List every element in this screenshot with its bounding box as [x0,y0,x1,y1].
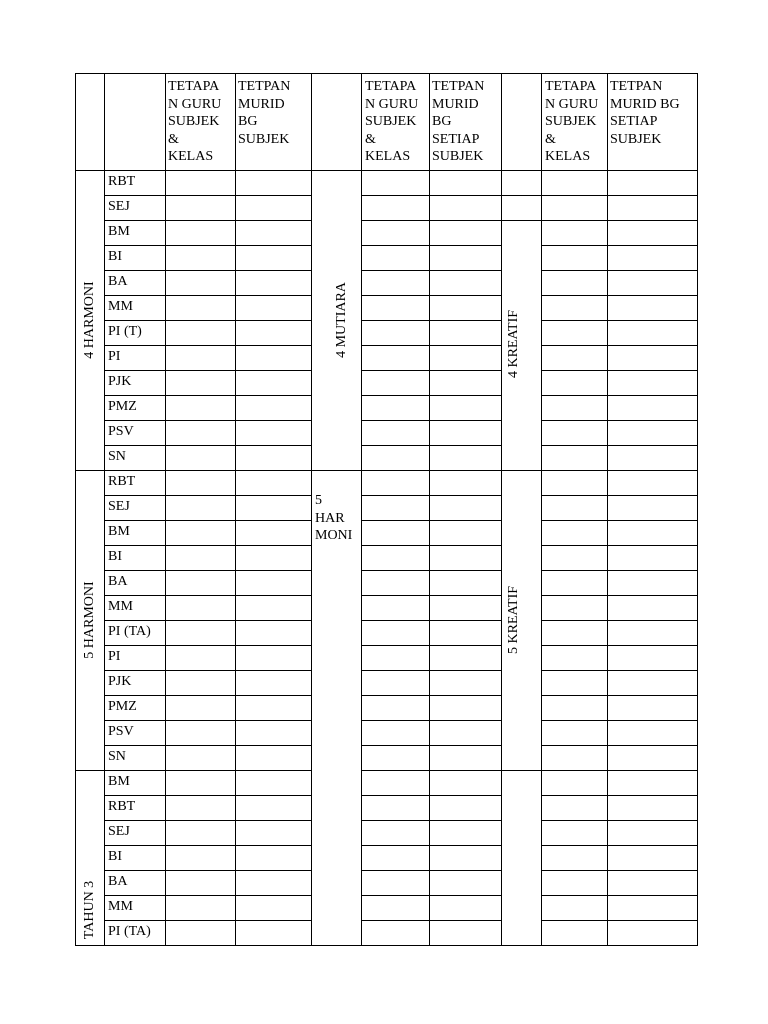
grid-hline [361,820,502,821]
grid-hline [541,345,698,346]
grid-hline [361,870,502,871]
grid-vline [429,73,430,946]
grid-hline [541,395,698,396]
header-bottom-border [75,170,698,171]
grid-hline [361,770,502,771]
grid-hline [541,370,698,371]
subject-label: PI [108,349,121,364]
grid-hline [541,545,698,546]
merged-divider [501,470,542,471]
grid-hline [104,745,312,746]
grid-hline [104,270,312,271]
grid-hline [104,495,312,496]
subject-label: RBT [108,474,136,489]
grid-hline [541,495,698,496]
class-label-5-harmoni: 5 HARMONI [82,581,97,659]
grid-hline [541,520,698,521]
class-label-5-kreatif: 5 KREATIF [506,585,521,655]
grid-hline [541,245,698,246]
grid-hline [104,420,312,421]
grid-vline [75,73,76,946]
group-divider [75,770,105,771]
subject-label: SEJ [108,199,130,214]
subject-label: PJK [108,374,132,389]
grid-hline [541,195,698,196]
grid-hline [104,770,312,771]
grid-hline [104,520,312,521]
class-label-5-harmoni-mid: 5 HAR MONI [315,493,353,543]
subject-label: PMZ [108,699,137,714]
grid-hline [104,795,312,796]
grid-hline [541,570,698,571]
header-murid-subjek-3: TETPAN MURID BG SETIAP SUBJEK [610,79,680,147]
grid-hline [541,620,698,621]
subject-label: PJK [108,674,132,689]
grid-hline [361,445,502,446]
grid-hline [541,920,698,921]
grid-hline [361,270,502,271]
subject-label: PI (TA) [108,924,151,939]
grid-vline [541,73,542,946]
grid-hline [104,670,312,671]
grid-hline [541,870,698,871]
grid-hline [104,220,312,221]
grid-hline [361,695,502,696]
grid-hline [104,295,312,296]
subject-label: PMZ [108,399,137,414]
table-top-border [75,73,698,74]
grid-hline [361,645,502,646]
subject-label: BI [108,849,122,864]
header-murid-subjek-2: TETPAN MURID BG SETIAP SUBJEK [432,79,485,164]
grid-vline [165,73,166,946]
class-label-4-mutiara: 4 MUTIARA [334,282,349,358]
grid-vline [697,73,698,946]
header-murid-subjek-1: TETPAN MURID BG SUBJEK [238,79,291,147]
grid-hline [361,295,502,296]
grid-hline [541,320,698,321]
subject-label: BM [108,224,130,239]
table-bottom-border [75,945,698,946]
grid-hline [541,695,698,696]
grid-vline [311,73,312,946]
grid-hline [104,895,312,896]
grid-hline [361,420,502,421]
grid-hline [541,770,698,771]
grid-hline [104,620,312,621]
subject-label: PI (TA) [108,624,151,639]
grid-vline [501,73,502,946]
grid-hline [541,895,698,896]
grid-hline [541,820,698,821]
subject-label: RBT [108,174,136,189]
subject-label: RBT [108,799,136,814]
grid-hline [361,195,502,196]
class-label-4-kreatif: 4 KREATIF [506,309,521,379]
grid-hline [361,620,502,621]
grid-vline [235,73,236,946]
subject-label: BA [108,874,128,889]
subject-label: PI [108,649,121,664]
grid-hline [104,245,312,246]
grid-hline [361,320,502,321]
grid-hline [541,845,698,846]
subject-label: SN [108,749,126,764]
subject-label: SEJ [108,824,130,839]
grid-hline [104,645,312,646]
grid-hline [104,570,312,571]
grid-hline [361,545,502,546]
grid-hline [361,495,502,496]
header-guru-kelas-3: TETAPA N GURU SUBJEK & KELAS [545,79,599,164]
grid-hline [361,895,502,896]
grid-hline [541,295,698,296]
grid-hline [541,795,698,796]
grid-hline [361,745,502,746]
grid-hline [361,845,502,846]
subject-label: BI [108,249,122,264]
grid-hline [541,745,698,746]
grid-hline [104,445,312,446]
grid-hline [541,445,698,446]
grid-hline [541,595,698,596]
subject-label: PSV [108,424,134,439]
merged-divider [501,195,542,196]
subject-label: PI (T) [108,324,142,339]
grid-hline [361,370,502,371]
grid-hline [104,695,312,696]
subject-label: MM [108,899,133,914]
grid-hline [104,395,312,396]
grid-hline [361,395,502,396]
grid-hline [361,520,502,521]
merged-divider [311,470,362,471]
grid-hline [541,420,698,421]
grid-hline [104,320,312,321]
grid-hline [361,720,502,721]
grid-hline [104,195,312,196]
grid-vline [361,73,362,946]
grid-hline [104,370,312,371]
grid-hline [361,595,502,596]
grid-hline [361,920,502,921]
header-guru-kelas-2: TETAPA N GURU SUBJEK & KELAS [365,79,419,164]
grid-hline [104,595,312,596]
grid-hline [361,670,502,671]
class-label-tahun-3: TAHUN 3 [82,880,97,940]
grid-hline [361,345,502,346]
grid-vline [104,73,105,946]
subject-label: BA [108,574,128,589]
grid-hline [361,795,502,796]
subject-label: SEJ [108,499,130,514]
grid-hline [104,545,312,546]
subject-label: SN [108,449,126,464]
grid-hline [361,220,502,221]
grid-hline [104,870,312,871]
grid-hline [541,645,698,646]
merged-divider [501,770,542,771]
header-guru-kelas-1: TETAPA N GURU SUBJEK & KELAS [168,79,222,164]
subject-label: MM [108,299,133,314]
grid-hline [541,270,698,271]
grid-hline [104,720,312,721]
subject-label: BM [108,774,130,789]
subject-label: PSV [108,724,134,739]
grid-hline [104,820,312,821]
class-label-4-harmoni: 4 HARMONI [82,281,97,359]
grid-hline [104,920,312,921]
subject-label: MM [108,599,133,614]
grid-hline [541,720,698,721]
grid-hline [541,670,698,671]
grid-vline [607,73,608,946]
grid-hline [541,220,698,221]
group-divider [75,470,105,471]
grid-hline [104,345,312,346]
subject-label: BM [108,524,130,539]
grid-hline [104,470,312,471]
grid-hline [361,245,502,246]
subject-label: BI [108,549,122,564]
subject-label: BA [108,274,128,289]
merged-divider [501,220,542,221]
grid-hline [541,470,698,471]
grid-hline [104,845,312,846]
grid-hline [361,570,502,571]
grid-hline [361,470,502,471]
